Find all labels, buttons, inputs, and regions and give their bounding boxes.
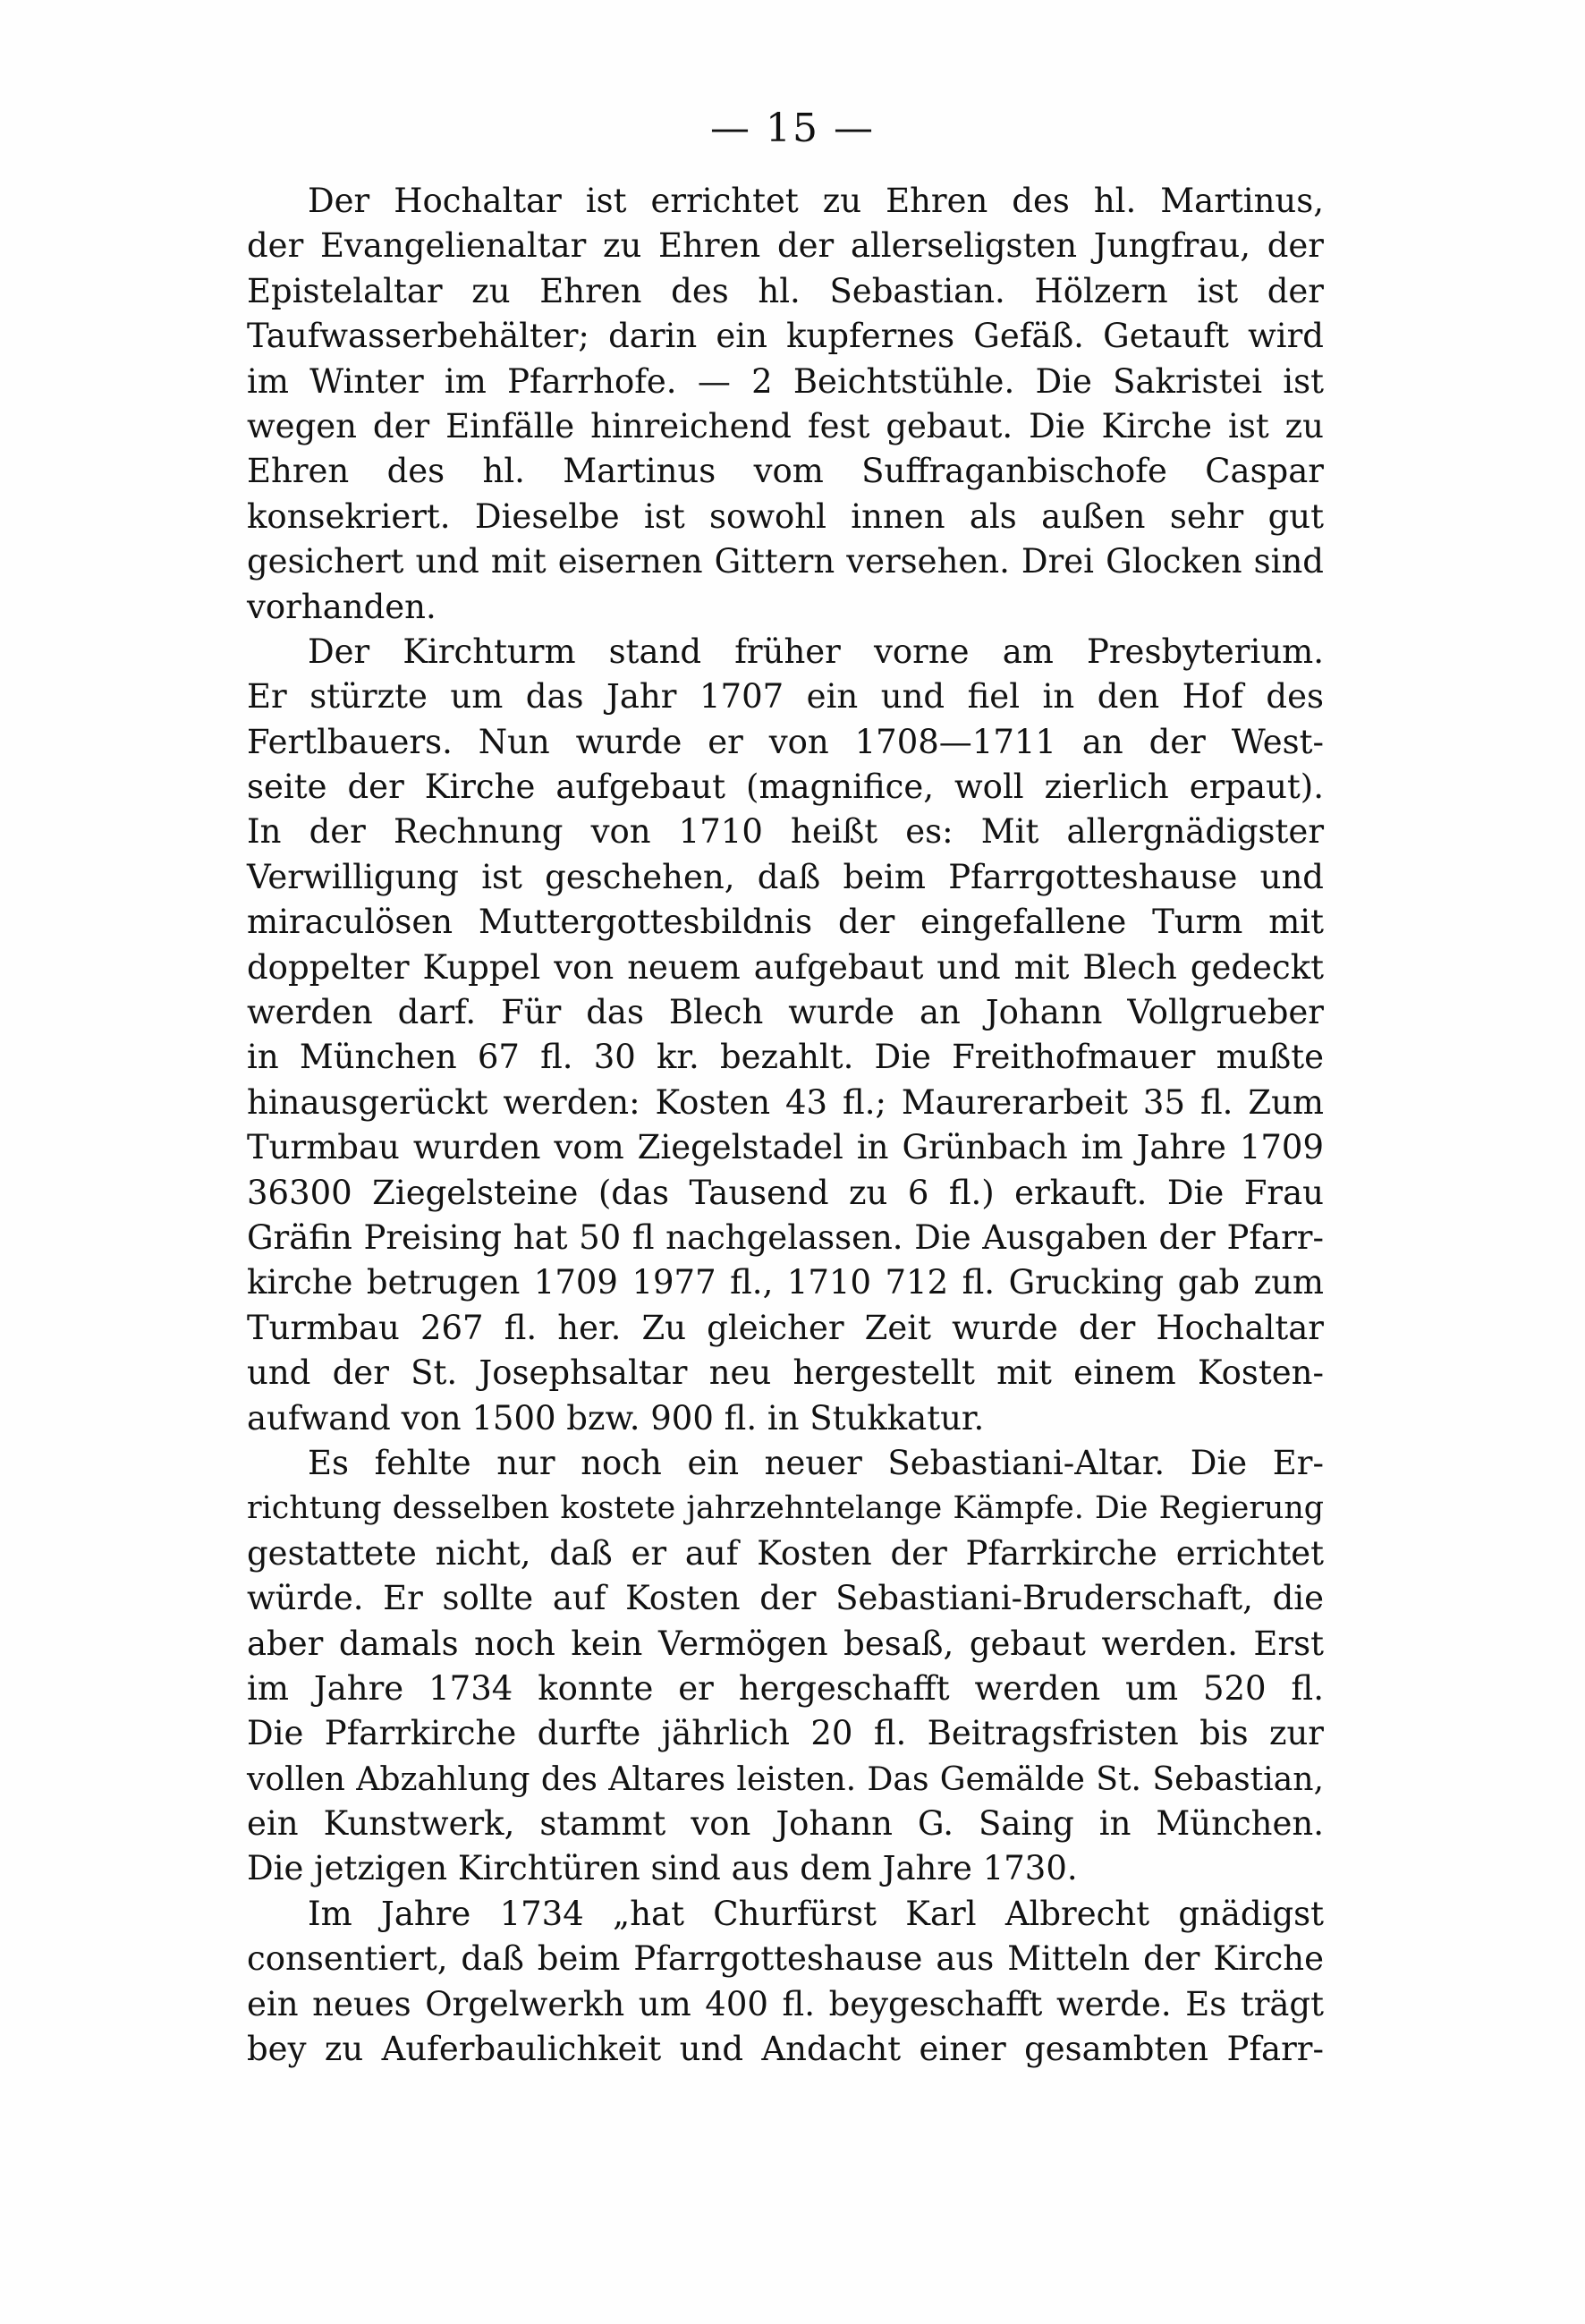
text-line: Die Pfarrkirche durfte jährlich 20 fl. Beitragsfristen bis zur [247, 1714, 1324, 1753]
text-line: Der Kirchturm stand früher vorne am Presbyterium. [308, 632, 1324, 671]
text-line: Fertlbauers. Nun wurde er von 1708—1711 an der West- [247, 722, 1324, 761]
text-line: Taufwasserbehälter; darin ein kupfernes Gefäß. Getauft wird [247, 317, 1324, 356]
text-line: Es fehlte nur noch ein neuer Sebastiani-Altar. Die Er- [308, 1443, 1324, 1482]
text-line: werden darf. Für das Blech wurde an Johann Vollgrueber [247, 993, 1324, 1032]
text-line: Gräfin Preising hat 50 fl nachgelassen. Die Ausgaben der Pfarr- [247, 1217, 1324, 1257]
text-line: In der Rechnung von 1710 heißt es: Mit allergnädigster [247, 812, 1324, 852]
text-line: konsekriert. Dieselbe ist sowohl innen als außen sehr gut [247, 496, 1324, 536]
text-line: im Winter im Pfarrhofe. — 2 Beichtstühle. Die Sakristei ist [247, 361, 1324, 401]
text-line: hinausgerückt werden: Kosten 43 fl.; Maurerarbeit 35 fl. Zum [247, 1082, 1324, 1122]
text-line: seite der Kirche aufgebaut (magnifice, woll zierlich erpaut). [247, 768, 1324, 807]
text-line: Der Hochaltar ist errichtet zu Ehren des hl. Martinus, [308, 182, 1324, 220]
text-line: in München 67 fl. 30 kr. bezahlt. Die Freithofmauer mußte [247, 1038, 1324, 1077]
text-line: aber damals noch kein Vermögen besaß, gebaut werden. Erst [247, 1624, 1324, 1663]
text-line: Die jetzigen Kirchtüren sind aus dem Jahre 1730. [247, 1849, 1078, 1888]
text-line: 36300 Ziegelsteine (das Tausend zu 6 fl.) erkauft. Die Frau [247, 1173, 1324, 1212]
text-line: würde. Er sollte auf Kosten der Sebastiani-Bruderschaft, die [247, 1579, 1324, 1618]
text-line: Er stürzte um das Jahr 1707 ein und fiel in den Hof des [247, 677, 1324, 717]
text-line: Ehren des hl. Martinus vom Suffraganbischofe Caspar [247, 452, 1324, 491]
text-line: richtung desselben kostete jahrzehntelange Kämpfe. Die Regierung [247, 1490, 1324, 1527]
text-line: kirche betrugen 1709 1977 fl., 1710 712 fl. Grucking gab zum [247, 1263, 1324, 1302]
text-line: miraculösen Muttergottesbildnis der eingefallene Turm mit [247, 903, 1324, 942]
text-line: gestattete nicht, daß er auf Kosten der Pfarrkirche errichtet [247, 1533, 1324, 1573]
text-line: Turmbau wurden vom Ziegelstadel in Grünbach im Jahre 1709 [247, 1128, 1324, 1167]
page-number: — 15 — [710, 106, 875, 151]
text-line: ein Kunstwerk, stammt von Johann G. Saing in München. [247, 1804, 1324, 1844]
text-line: aufwand von 1500 bzw. 900 fl. in Stukkatur. [247, 1398, 985, 1438]
text-line: Im Jahre 1734 „hat Churfürst Karl Albrecht gnädigst [308, 1894, 1324, 1933]
text-line: vollen Abzahlung des Altares leisten. Das Gemälde St. Sebastian, [247, 1759, 1324, 1798]
text-line: vorhanden. [247, 587, 437, 626]
text-line: im Jahre 1734 konnte er hergeschafft werden um 520 fl. [247, 1668, 1324, 1708]
text-line: ein neues Orgelwerkh um 400 fl. beygeschafft werde. Es trägt [247, 1984, 1324, 2023]
body-text [247, 179, 1324, 2072]
text-line: consentiert, daß beim Pfarrgotteshause aus Mitteln der Kirche [247, 1939, 1324, 1979]
text-line: gesichert und mit eisernen Gittern versehen. Drei Glocken sind [247, 542, 1324, 581]
text-line: Turmbau 267 fl. her. Zu gleicher Zeit wurde der Hochaltar [247, 1308, 1324, 1347]
text-line: doppelter Kuppel von neuem aufgebaut und mit Blech gedeckt [247, 947, 1324, 987]
text-line: Verwilligung ist geschehen, daß beim Pfarrgotteshause und [247, 857, 1324, 896]
text-line: und der St. Josephsaltar neu hergestellt mit einem Kosten- [247, 1353, 1324, 1393]
text-line: wegen der Einfälle hinreichend fest gebaut. Die Kirche ist zu [247, 406, 1324, 445]
text-line: bey zu Auferbaulichkeit und Andacht einer gesambten Pfarr- [247, 2030, 1324, 2069]
text-line: Epistelaltar zu Ehren des hl. Sebastian. Hölzern ist der [247, 271, 1324, 310]
text-line: der Evangelienaltar zu Ehren der allerseligsten Jungfrau, der [247, 226, 1324, 266]
